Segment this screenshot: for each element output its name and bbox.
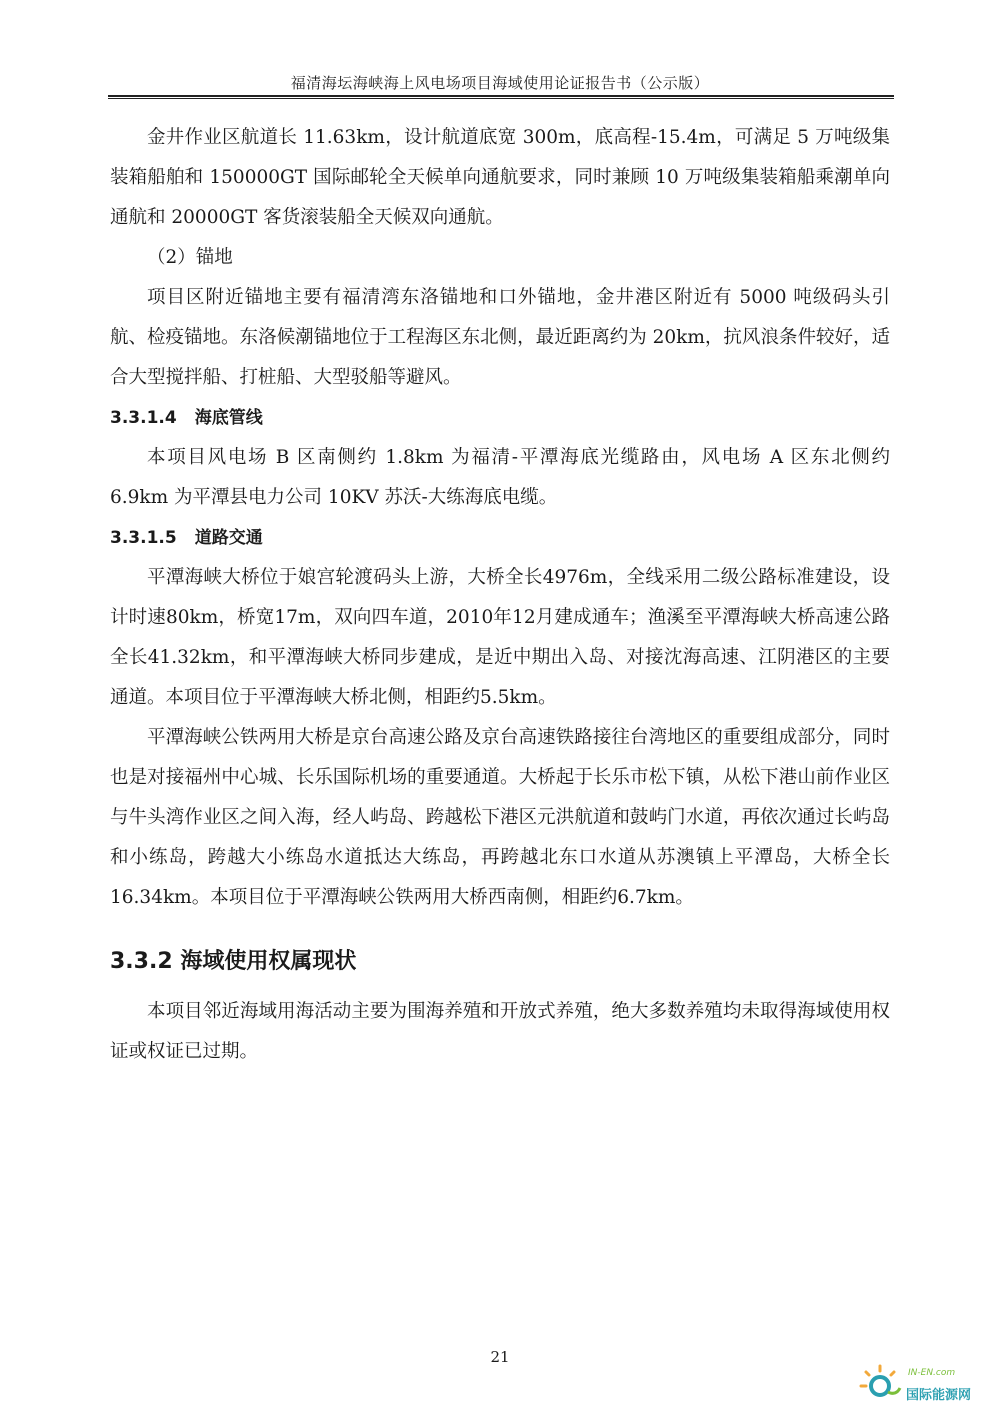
subheading-anchorage: （2）锚地 [147,247,233,268]
page-number: 21 [490,1348,510,1366]
section-title: 海域使用权属现状 [180,949,357,974]
section-heading-3315 [110,518,890,558]
header-rule [108,95,894,99]
section-number: 3.3.1.4 [110,408,177,428]
paragraph-bridge-2: 平潭海峡公铁两用大桥是京台高速公路及京台高速铁路接往台湾地区的重要组成部分，同时也是对接福州中心城、长乐国际机场的重要通道。大桥起于长乐市松下镇，从松下港山前作业区与牛头湾作业区之间入海，经人屿岛、跨越松下港区元洪航道和鼓屿门水道，再依次通过长屿岛和小练岛，跨越大小练岛水道抵达大练岛，再跨越北东口水道从苏澳镇上平潭岛，大桥全长16.34km。本项目位于平潭海峡公铁两用大桥西南侧，相距约6.7km。 [110,727,890,908]
section-number: 3.3.1.5 [110,528,177,548]
section-heading-332 [110,942,890,982]
paragraph-channel: 金井作业区航道长 11.63km，设计航道底宽 300m，底高程-15.4m，可满足 5 万吨级集装箱船舶和 150000GT 国际邮轮全天候单向通航要求，同时兼顾 10 万吨级集装箱船乘潮单向通航和 20000GT 客货滚装船全天候双向通航。 [110,127,890,228]
paragraph-submarine-cables: 本项目风电场 B 区南侧约 1.8km 为福清-平潭海底光缆路由，风电场 A 区东北侧约 6.9km 为平潭县电力公司 10KV 苏沃-大练海底电缆。 [110,447,890,508]
section-title: 道路交通 [194,528,263,548]
sun-logo-icon [858,1362,904,1408]
section-title: 海底管线 [194,408,263,428]
watermark-logo [858,1362,998,1408]
section-heading-3314 [110,398,890,438]
paragraph-sea-rights: 本项目邻近海域用海活动主要为围海养殖和开放式养殖，绝大多数养殖均未取得海域使用权证或权证已过期。 [110,1001,890,1062]
paragraph-bridge-1: 平潭海峡大桥位于娘宫轮渡码头上游，大桥全长4976m，全线采用二级公路标准建设，设计时速80km，桥宽17m，双向四车道，2010年12月建成通车；渔溪至平潭海峡大桥高速公路全长41.32km，和平潭海峡大桥同步建成，是近中期出入岛、对接沈海高速、江阴港区的主要通道。本项目位于平潭海峡大桥北侧，相距约5.5km。 [110,567,890,708]
paragraph-anchorage: 项目区附近锚地主要有福清湾东洛锚地和口外锚地，金井港区附近有 5000 吨级码头引航、检疫锚地。东洛候潮锚地位于工程海区东北侧，最近距离约为 20km，抗风浪条件较好，适合大型搅拌船、打桩船、大型驳船等避风。 [110,287,890,388]
watermark-text: 国际能源网 [906,1388,972,1403]
running-header: 福清海坛海峡海上风电场项目海域使用论证报告书（公示版） [290,74,710,92]
watermark-sub: IN-EN.com [908,1368,956,1378]
section-number: 3.3.2 [110,949,173,974]
page-body [110,118,890,1072]
